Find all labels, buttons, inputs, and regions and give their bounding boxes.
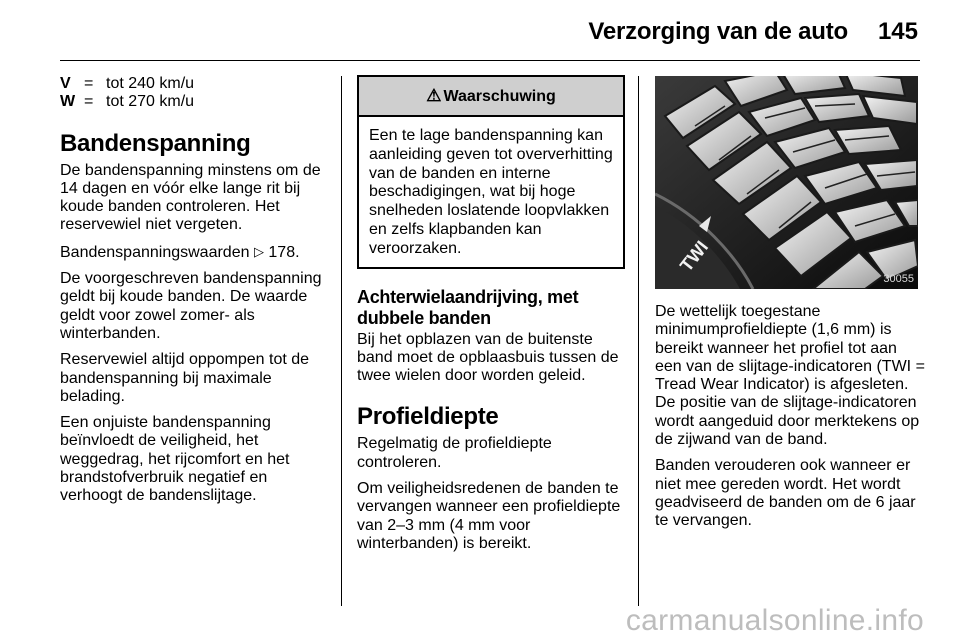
section-heading-bandenspanning: Bandenspanning — [60, 129, 251, 157]
paragraph: De wettelijk toegestane minimumprofieldiepte (1,6 mm) is bereikt wanneer het profiel tot aan een van de slijtage-indicatoren (TWI = Tread Wear Indicator) is afgesleten. De positie van de slijtage-indicatoren wordt aangeduid door merktekens op de zijwand van de band. — [655, 303, 925, 449]
figure-number: 30055 — [883, 273, 914, 285]
header-divider — [60, 60, 920, 61]
paragraph: Bij het opblazen van de buitenste band moet de opblaasbuis tussen de twee wielen door worden geleid. — [357, 330, 619, 385]
paragraph: De voorgeschreven bandenspanning geldt bij koude banden. De waarde geldt voor zowel zomer- als winterbanden. — [60, 270, 322, 342]
column-divider-right — [638, 76, 639, 606]
warning-triangle-icon: ⚠ — [426, 86, 442, 105]
page-header-title: Verzorging van de auto — [588, 18, 848, 45]
paragraph: Om veiligheidsredenen de banden te vervangen wanneer een profieldiepte van 2–3 mm (4 mm voor winterbanden) is bereikt. — [357, 480, 621, 552]
speed-code: W — [60, 93, 76, 111]
speed-rating-row — [60, 93, 330, 111]
page-number: 145 — [877, 18, 918, 45]
speed-equals: = — [84, 93, 94, 111]
speed-equals: = — [84, 75, 94, 92]
reference-page[interactable]: 178. — [268, 243, 300, 261]
speed-code: V — [60, 75, 71, 92]
tire-tread-figure — [655, 76, 918, 289]
paragraph: De bandenspanning minstens om de 14 dagen en vóór elke lange rit bij koude banden controleren. Het reservewiel niet vergeten. — [60, 161, 321, 234]
warning-text: Een te lage bandenspanning kan aanleiding geven tot oververhitting van de banden en interne beschadigingen, wat bij hoge snelheden loslatende loopvlakken en zelfs klapbanden kan veroorzaken. — [369, 127, 613, 257]
section-heading-profieldiepte: Profieldiepte — [357, 403, 499, 431]
subsection-heading-dual-tires: Achterwielaandrijving, met dubbele banden — [357, 286, 579, 328]
warning-header — [359, 77, 623, 117]
speed-value: tot 270 km/u — [106, 93, 195, 111]
reference-text: Bandenspanningswaarden — [60, 243, 250, 261]
paragraph-reference — [60, 243, 330, 262]
paragraph: Banden verouderen ook wanneer er niet mee gereden wordt. Het wordt geadviseerd de banden om de 6 jaar te vervangen. — [655, 457, 916, 530]
column-right — [655, 303, 925, 539]
watermark-text: carmanualsonline.info — [625, 604, 924, 637]
warning-title: Waarschuwing — [443, 88, 556, 105]
page-reference-icon[interactable]: ▷ — [253, 243, 264, 259]
paragraph: Een onjuiste bandenspanning beïnvloedt de veiligheid, het weggedrag, het rijcomfort en het brandstofverbruik negatief en verhoogt de bandenslijtage. — [60, 414, 290, 505]
paragraph: Regelmatig de profieldiepte controleren. — [357, 435, 552, 471]
speed-rating-row — [60, 75, 330, 93]
paragraph: Reservewiel altijd oppompen tot de bandenspanning bij maximale belading. — [60, 351, 310, 405]
twi-marking: TWI — [676, 237, 713, 276]
warning-box — [357, 75, 625, 269]
speed-value: tot 240 km/u — [106, 75, 195, 92]
column-left — [60, 75, 330, 514]
column-middle — [357, 75, 625, 561]
column-divider-left — [341, 76, 342, 606]
